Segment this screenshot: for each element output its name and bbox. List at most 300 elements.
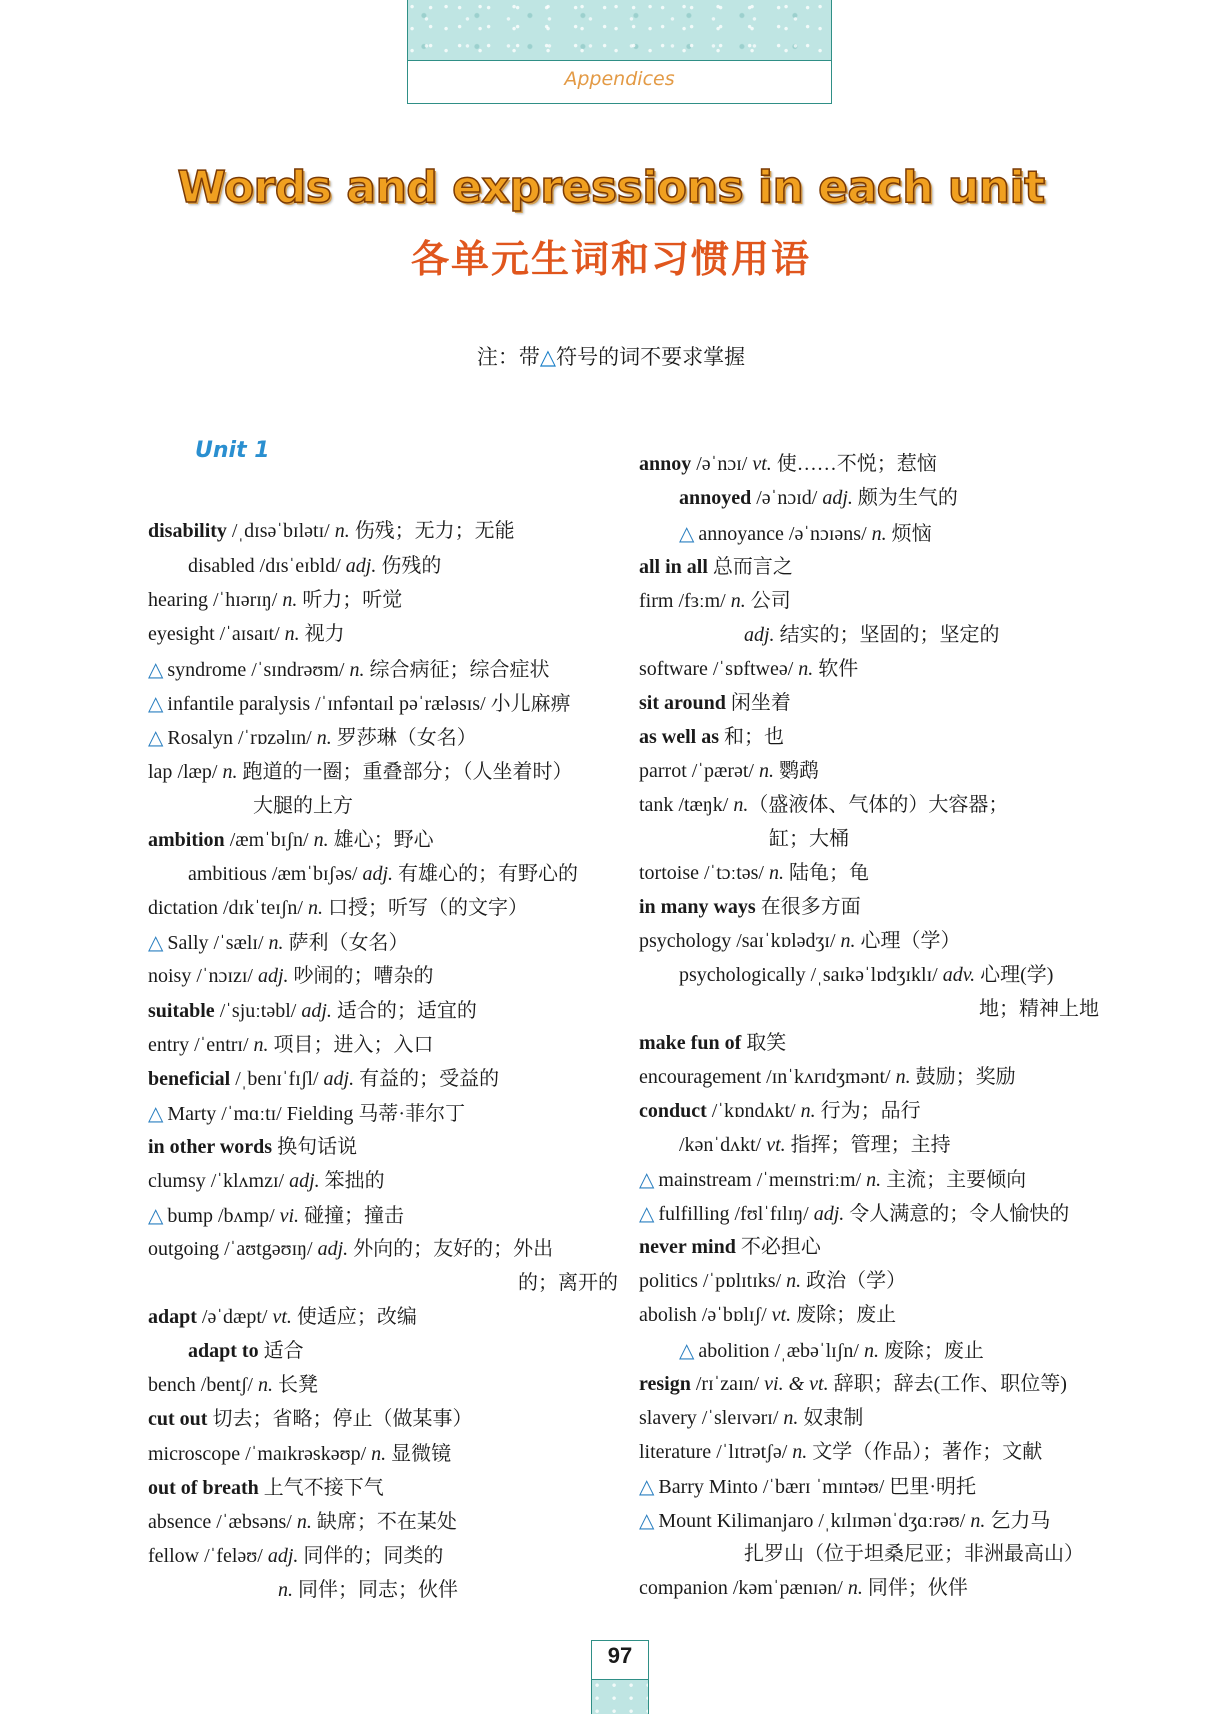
entry-part-of-speech: adj. [822, 487, 853, 509]
entry-definition: （盛液体、气体的）大容器； [748, 794, 1009, 816]
entry-part-of-speech: n. [895, 1066, 911, 1088]
entry-definition: 适合 [263, 1340, 304, 1362]
entry-headword: Rosalyn [167, 727, 233, 749]
entry-phonetic: /ˈnɔɪzɪ/ [191, 965, 258, 987]
entry-line [148, 930, 409, 955]
entry-line [639, 1440, 1042, 1464]
entry-line [639, 1099, 921, 1123]
entry-line [278, 1578, 458, 1602]
entry-headword: eyesight [148, 623, 215, 645]
entry-phonetic: /ɪnˈkʌrɪdʒmənt/ [761, 1066, 896, 1088]
entry-definition: 乞力马 [985, 1510, 1051, 1532]
entry-part-of-speech: n. [733, 794, 749, 816]
note-suffix: 符号的词不要求掌握 [556, 345, 746, 369]
entry-headword: syndrome [167, 659, 247, 681]
entry-definition: 长凳 [272, 1374, 318, 1396]
entry-headword: literature [639, 1441, 712, 1463]
triangle-icon: △ [148, 930, 164, 954]
entry-part-of-speech: adj. [301, 1000, 332, 1022]
entry-line [148, 1033, 434, 1057]
entry-headword: politics [639, 1270, 698, 1292]
header-tab [407, 0, 832, 104]
entry-part-of-speech: vi. & vt. [764, 1373, 829, 1395]
entry-headword: noisy [148, 965, 192, 987]
triangle-icon: △ [148, 1101, 164, 1125]
entry-part-of-speech: n. [866, 1169, 882, 1191]
entry-headword: out of breath [148, 1477, 259, 1499]
entry-part-of-speech: n. [313, 829, 329, 851]
entry-headword: all in all [639, 556, 708, 578]
unit-title: Unit 1 [195, 438, 270, 463]
entry-phonetic: /ˌæbəˈlɪʃn/ [769, 1340, 864, 1362]
entry-definition: 显微镜 [386, 1443, 452, 1465]
entry-line [639, 1372, 1067, 1396]
entry-definition: 雄心；野心 [328, 829, 434, 851]
entry-line [639, 589, 791, 613]
entry-line [148, 896, 528, 920]
entry-line [148, 1135, 357, 1159]
entry-phonetic: /læp/ [172, 761, 223, 783]
entry-definition: 令人满意的；令人愉快的 [844, 1203, 1070, 1225]
entry-line [639, 691, 791, 715]
entry-definition: 废除；废止 [791, 1304, 897, 1326]
entry-phonetic: /æmˈbɪʃəs/ [266, 863, 363, 885]
entry-phonetic: /fɜːm/ [673, 590, 731, 612]
entry-phonetic: /ˈentrɪ/ [189, 1034, 254, 1056]
entry-headword: absence [148, 1511, 212, 1533]
entry-phonetic: /ˈpærət/ [686, 760, 759, 782]
entry-line [639, 895, 861, 919]
entry-definition: 吵闹的；嘈杂的 [288, 965, 434, 987]
entry-phonetic: /ˈpɒlɪtɪks/ [697, 1270, 787, 1292]
entry-part-of-speech: n. [282, 589, 298, 611]
entry-part-of-speech: adj. [813, 1203, 845, 1225]
entry-line [148, 657, 549, 682]
entry-phonetic: /saɪˈkɒlədʒɪ/ [731, 930, 841, 952]
entry-phonetic: /ˈsælɪ/ [208, 932, 269, 954]
entry-definition: 伤残；无力；无能 [349, 520, 515, 542]
entry-phonetic: /ˈæbsəns/ [211, 1511, 297, 1533]
entry-line [188, 862, 578, 886]
entry-phonetic: /ˈrɒzəlɪn/ [232, 727, 317, 749]
entry-headword: in other words [148, 1136, 273, 1158]
entry-definition: 烦恼 [886, 523, 932, 545]
entry-definition: 同伴的；同类的 [298, 1545, 444, 1567]
entry-part-of-speech: n. [840, 930, 856, 952]
entry-phonetic: /rɪˈzaɪn/ [690, 1373, 765, 1395]
entry-headword: psychologically [679, 964, 806, 986]
entry-phonetic: /ˈsleɪvərɪ/ [696, 1407, 784, 1429]
entry-definition: 政治（学） [801, 1270, 907, 1292]
entry-definition: 心理(学) [975, 964, 1054, 986]
entry-line [253, 794, 353, 818]
entry-part-of-speech: n. [783, 1407, 799, 1429]
entry-line [148, 1305, 417, 1329]
entry-line [148, 1101, 465, 1126]
entry-line [148, 1203, 404, 1228]
entry-definition: 适合的；适宜的 [331, 1000, 477, 1022]
entry-line [148, 725, 477, 750]
entry-phonetic: /bʌmp/ [212, 1205, 280, 1227]
entry-definition: 有益的；受益的 [354, 1068, 500, 1090]
entry-line [679, 963, 1053, 987]
entry-phonetic: /kənˈdʌkt/ [679, 1134, 767, 1156]
entry-line [639, 1303, 896, 1327]
entry-part-of-speech: n. [257, 1374, 273, 1396]
entry-line [679, 486, 958, 510]
entry-line [188, 554, 441, 578]
entry-phonetic: /ˈmaɪkrəskəʊp/ [240, 1443, 372, 1465]
page-title-chinese: 各单元生词和习惯用语 [410, 236, 811, 281]
entry-headword: disability [148, 520, 227, 542]
entry-phonetic: /tæŋk/ [673, 794, 734, 816]
entry-headword: annoyance [698, 523, 784, 545]
triangle-icon: △ [148, 657, 164, 681]
entry-headword: software [639, 658, 708, 680]
entry-line [639, 929, 961, 953]
entry-phonetic: /bentʃ/ [195, 1374, 258, 1396]
entry-definition: 行为；品行 [815, 1100, 921, 1122]
entry-part-of-speech: adj. [323, 1068, 355, 1090]
entry-headword: ambitious [188, 863, 267, 885]
entry-part-of-speech: n. [730, 590, 746, 612]
entry-headword: infantile paralysis [167, 693, 311, 715]
entry-phonetic: /ˈaʊtgəʊɪŋ/ [219, 1238, 318, 1260]
entry-definition: 取笑 [746, 1032, 787, 1054]
entry-headword: annoyed [679, 487, 752, 509]
entry-headword: cut out [148, 1408, 208, 1430]
entry-line [639, 759, 819, 783]
entry-part-of-speech: vt. [272, 1306, 292, 1328]
entry-phonetic: /æmˈbɪʃn/ [224, 829, 314, 851]
entry-definition: 不必担心 [740, 1236, 821, 1258]
entry-headword: bench [148, 1374, 196, 1396]
entry-definition: 同伴；伙伴 [862, 1577, 968, 1599]
entry-part-of-speech: vt. [752, 453, 772, 475]
entry-phonetic: /əˈbɒlɪʃ/ [696, 1304, 772, 1326]
entry-phonetic: /ˈsɒftweə/ [707, 658, 799, 680]
entry-part-of-speech: adj. [317, 1238, 349, 1260]
entry-headword: tortoise [639, 862, 699, 884]
entry-part-of-speech: adj. [345, 555, 377, 577]
entry-headword: clumsy [148, 1170, 206, 1192]
note-prefix: 注：带 [476, 345, 540, 369]
entry-phonetic: /ˈsjuːtəbl/ [214, 1000, 302, 1022]
entry-line [979, 997, 1099, 1021]
entry-line [639, 555, 793, 579]
entry-part-of-speech: n. [970, 1510, 986, 1532]
entry-definition: 总而言之 [712, 556, 793, 578]
entry-phonetic: /ˈhɪərɪŋ/ [207, 589, 283, 611]
entry-line [148, 999, 477, 1023]
page-number-tab [591, 1640, 649, 1714]
entry-phonetic: /ˈkɒndʌkt/ [706, 1100, 801, 1122]
entry-definition: 和；也 [724, 726, 784, 748]
page-number: 97 [607, 1643, 633, 1668]
triangle-icon: △ [639, 1474, 655, 1498]
entry-headword: sit around [639, 692, 726, 714]
entry-headword: suitable [148, 1000, 215, 1022]
entry-headword: fulfilling [658, 1203, 730, 1225]
entry-part-of-speech: n. [371, 1443, 387, 1465]
entry-definition: 碰撞；撞击 [299, 1205, 405, 1227]
entry-definition: 软件 [813, 658, 859, 680]
entry-definition: 伤残的 [376, 555, 442, 577]
entry-phonetic: /ˌdɪsəˈbɪlətɪ/ [226, 520, 335, 542]
entry-part-of-speech: n. [334, 520, 350, 542]
entry-definition: 指挥；管理；主持 [785, 1134, 951, 1156]
entry-part-of-speech: n. [863, 1340, 879, 1362]
entry-definition: 缸；大桶 [769, 828, 849, 850]
triangle-icon: △ [539, 345, 557, 369]
entry-definition: 跑道的一圈；重叠部分；（人坐着时） [237, 761, 573, 783]
entry-part-of-speech: vt. [771, 1304, 792, 1326]
entry-headword: never mind [639, 1236, 736, 1258]
entry-part-of-speech: n. [316, 727, 332, 749]
entry-headword: companion [639, 1577, 728, 1599]
entry-line [148, 1442, 451, 1466]
entry-headword: firm [639, 590, 674, 612]
entry-part-of-speech: adv. [942, 964, 976, 986]
entry-line [188, 1339, 304, 1363]
entry-definition: 笨拙的 [319, 1170, 385, 1192]
header-pattern [408, 0, 831, 61]
entry-part-of-speech: n. [786, 1270, 802, 1292]
entry-line [639, 861, 869, 885]
entry-headword: Barry Minto [658, 1476, 758, 1498]
entry-definition: 缺席；不在某处 [311, 1511, 457, 1533]
entry-definition: 小儿麻痹 [490, 693, 571, 715]
entry-headword: Mount Kilimanjaro [658, 1510, 814, 1532]
entry-line [639, 452, 937, 476]
entry-phonetic: /əˈdæpt/ [196, 1306, 273, 1328]
entry-headword: parrot [639, 760, 687, 782]
entry-headword: outgoing [148, 1238, 220, 1260]
triangle-icon: △ [148, 1203, 164, 1227]
entry-part-of-speech: adj. [744, 624, 775, 646]
entry-line [148, 1510, 457, 1534]
entry-headword: slavery [639, 1407, 697, 1429]
entry-line [639, 1065, 1016, 1089]
entry-line [148, 1407, 472, 1431]
entry-line [639, 1406, 863, 1430]
entry-definition: 的；离开的 [518, 1272, 618, 1294]
entry-part-of-speech: n. [307, 897, 323, 919]
entry-part-of-speech: n. [284, 623, 300, 645]
entry-headword: adapt to [188, 1340, 259, 1362]
page-title-english: Words and expressions in each unit [177, 162, 1045, 213]
entry-line [639, 1576, 968, 1600]
entry-definition: 使……不悦；惹恼 [771, 453, 937, 475]
entry-headword: adapt [148, 1306, 197, 1328]
entry-line [639, 1031, 786, 1055]
entry-headword: resign [639, 1373, 691, 1395]
entry-line [639, 725, 784, 749]
entry-phonetic: /ˌbenɪˈfɪʃl/ [230, 1068, 324, 1090]
triangle-icon: △ [148, 691, 164, 715]
entry-headword: as well as [639, 726, 719, 748]
entry-part-of-speech: adj. [362, 863, 393, 885]
entry-headword: microscope [148, 1443, 241, 1465]
entry-definition: 项目；进入；入口 [268, 1034, 434, 1056]
entry-headword: in many ways [639, 896, 756, 918]
entry-definition: 切去；省略；停止（做某事） [212, 1408, 473, 1430]
entry-definition: 口授；听写（的文字） [322, 897, 528, 919]
entry-definition: 颇为生气的 [852, 487, 958, 509]
entry-phonetic: /ˈtɔːtəs/ [699, 862, 769, 884]
entry-definition: 换句话说 [277, 1136, 358, 1158]
entry-headword: entry [148, 1034, 190, 1056]
section-label: Appendices [564, 68, 675, 90]
page-number-pattern [592, 1679, 648, 1714]
entry-definition: 陆龟；龟 [783, 862, 869, 884]
entry-line [148, 622, 345, 646]
entry-part-of-speech: n. [278, 1579, 293, 1601]
entry-phonetic: /dɪsˈeɪbld/ [254, 555, 346, 577]
entry-line [639, 1201, 1069, 1226]
entry-part-of-speech: adj. [267, 1545, 299, 1567]
entry-definition: 鹦鹉 [773, 760, 819, 782]
entry-line [148, 588, 402, 612]
entry-headword: dictation [148, 897, 218, 919]
entry-definition: 上气不接下气 [263, 1477, 384, 1499]
entry-definition: 综合病征；综合症状 [364, 659, 550, 681]
entry-line [148, 1373, 318, 1397]
entry-line [148, 519, 515, 543]
entry-headword: bump [167, 1205, 213, 1227]
entry-headword: Marty [167, 1103, 217, 1125]
entry-definition: 巴里·明托 [889, 1476, 977, 1498]
entry-part-of-speech: n. [768, 862, 784, 884]
entry-phonetic: /əˈnɔɪd/ [751, 487, 823, 509]
entry-phonetic: /əˈnɔɪəns/ [783, 523, 872, 545]
entry-line [148, 1544, 443, 1568]
entry-part-of-speech: n. [847, 1577, 863, 1599]
entry-definition: 大腿的上方 [253, 795, 353, 817]
triangle-icon: △ [639, 1508, 655, 1532]
entry-headword: lap [148, 761, 173, 783]
entry-phonetic: /əˈnɔɪ/ [691, 453, 753, 475]
entry-part-of-speech: adj. [257, 965, 289, 987]
entry-phonetic: /ˈlɪtrətʃə/ [711, 1441, 793, 1463]
entry-headword: hearing [148, 589, 208, 611]
entry-definition: 心理（学） [855, 930, 961, 952]
entry-part-of-speech: n. [222, 761, 238, 783]
entry-part-of-speech: n. [792, 1441, 808, 1463]
entry-line [148, 1169, 385, 1193]
entry-phonetic: /ˈmɑːtɪ/ Fielding [216, 1103, 359, 1125]
entry-definition: 马蒂·菲尔丁 [358, 1103, 466, 1125]
entry-headword: disabled [188, 555, 255, 577]
entry-definition: 萨利（女名） [283, 932, 409, 954]
entry-headword: abolish [639, 1304, 697, 1326]
entry-line [148, 964, 434, 988]
entry-headword: encouragement [639, 1066, 762, 1088]
entry-definition: 结实的；坚固的；坚定的 [774, 624, 1000, 646]
entry-phonetic: /ˈaɪsaɪt/ [214, 623, 285, 645]
entry-line [679, 1133, 951, 1157]
entry-phonetic: /ˌkɪlɪmənˈdʒɑːrəʊ/ [813, 1510, 971, 1532]
entry-phonetic: /ˌsaɪkəˈlɒdʒɪklɪ/ [805, 964, 943, 986]
entry-definition: 同伴；同志；伙伴 [293, 1579, 458, 1601]
entry-headword: Sally [167, 932, 209, 954]
entry-headword: ambition [148, 829, 225, 851]
entry-definition: 有雄心的；有野心的 [393, 863, 578, 885]
entry-line [148, 828, 434, 852]
entry-line [639, 793, 1008, 817]
entry-definition: 奴隶制 [798, 1407, 864, 1429]
entry-line [518, 1271, 618, 1295]
entry-part-of-speech: n. [268, 932, 284, 954]
entry-part-of-speech: n. [800, 1100, 816, 1122]
entry-part-of-speech: n. [296, 1511, 312, 1533]
entry-headword: make fun of [639, 1032, 742, 1054]
entry-line [148, 1476, 384, 1500]
entry-headword: conduct [639, 1100, 707, 1122]
entry-definition: 地；精神上地 [979, 998, 1099, 1020]
triangle-icon: △ [679, 521, 695, 545]
entry-line [639, 1508, 1050, 1533]
entry-line [769, 827, 849, 851]
triangle-icon: △ [148, 725, 164, 749]
entry-headword: annoy [639, 453, 692, 475]
entry-definition: 鼓励；奖励 [910, 1066, 1016, 1088]
entry-line [639, 1235, 821, 1259]
entry-line [744, 623, 1000, 647]
entry-phonetic: /dɪkˈteɪʃn/ [217, 897, 308, 919]
entry-line [148, 1067, 499, 1091]
entry-part-of-speech: n. [758, 760, 774, 782]
entry-part-of-speech: vi. [279, 1205, 300, 1227]
entry-definition: 废除；废止 [878, 1340, 984, 1362]
entry-line [148, 691, 571, 716]
entry-definition: 主流；主要倾向 [881, 1169, 1027, 1191]
triangle-icon: △ [679, 1338, 695, 1362]
entry-line [639, 1269, 906, 1293]
triangle-icon: △ [639, 1201, 655, 1225]
note [0, 341, 1222, 371]
entry-headword: mainstream [658, 1169, 752, 1191]
entry-part-of-speech: n. [798, 658, 814, 680]
entry-phonetic: /ˈfeləʊ/ [199, 1545, 268, 1567]
entry-line [639, 1474, 976, 1499]
entry-definition: 文学（作品）；著作；文献 [807, 1441, 1043, 1463]
entry-headword: fellow [148, 1545, 200, 1567]
entry-line [639, 1167, 1026, 1192]
entry-definition: 扎罗山（位于坦桑尼亚；非洲最高山） [744, 1543, 1084, 1565]
entry-phonetic: /ˈklʌmzɪ/ [205, 1170, 290, 1192]
entry-headword: abolition [698, 1340, 770, 1362]
entry-line [148, 760, 572, 784]
entry-phonetic: /ˈɪnfəntaɪl pəˈræləsɪs/ [310, 693, 491, 715]
triangle-icon: △ [639, 1167, 655, 1191]
entry-headword: beneficial [148, 1068, 231, 1090]
entry-definition: 闲坐着 [730, 692, 791, 714]
entry-phonetic: /ˈsɪndrəʊm/ [246, 659, 350, 681]
entry-phonetic: /kəmˈpænɪən/ [727, 1577, 848, 1599]
entry-phonetic: /ˈbærɪ ˈmɪntəʊ/ [757, 1476, 890, 1498]
entry-definition: 使适应；改编 [291, 1306, 417, 1328]
entry-part-of-speech: vt. [766, 1134, 786, 1156]
entry-line [679, 1338, 984, 1363]
entry-line [639, 657, 858, 681]
entry-definition: 公司 [745, 590, 791, 612]
entry-definition: 视力 [299, 623, 345, 645]
entry-definition: 辞职；辞去(工作、职位等) [828, 1373, 1067, 1395]
entry-phonetic: /ˈmeɪnstriːm/ [751, 1169, 867, 1191]
entry-part-of-speech: n. [871, 523, 887, 545]
entry-definition: 听力；听觉 [297, 589, 403, 611]
